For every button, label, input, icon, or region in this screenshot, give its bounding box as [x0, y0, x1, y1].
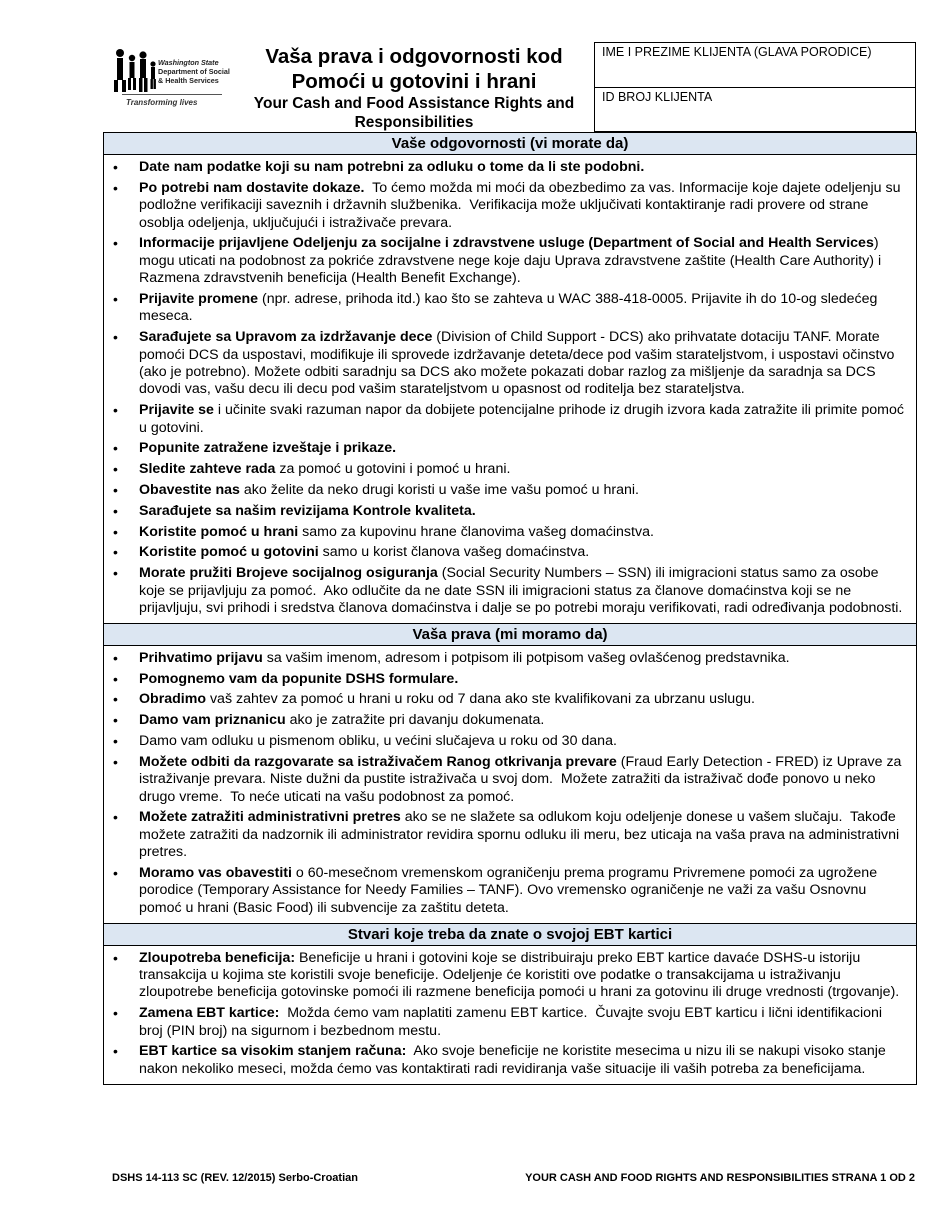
logo-line-2: Department of Social	[158, 67, 230, 76]
item-bold-text: Obradimo	[139, 691, 207, 708]
client-name-label: IME I PREZIME KLIJENTA (GLAVA PORODICE)	[602, 45, 872, 59]
list-item	[104, 733, 916, 750]
item-text: ako je zatražite pri davanju dokumenata.	[285, 712, 545, 729]
list-item	[104, 402, 916, 437]
item-text: samo u korist članova vašeg domaćinstva.	[318, 544, 590, 561]
item-bold-text: Po potrebi nam dostavite dokaze.	[139, 179, 365, 196]
item-text: samo za kupovinu hrane članovima vašeg domaćinstva.	[298, 523, 654, 540]
list-item	[104, 503, 916, 520]
section-heading-responsibilities: Vaše odgovornosti (vi morate da)	[104, 133, 916, 155]
item-bold-text: Morate pružiti Brojeve socijalnog osiguranja	[139, 565, 438, 582]
list-item	[104, 671, 916, 688]
client-id-label: ID BROJ KLIJENTA	[602, 90, 713, 104]
list-item	[104, 712, 916, 729]
client-name-field[interactable]	[595, 43, 915, 87]
list-item	[104, 291, 916, 326]
section-heading-rights: Vaša prava (mi moramo da)	[104, 623, 916, 646]
item-bold-text: Prijavite promene	[139, 291, 259, 308]
item-bold-text: Prihvatimo prijavu	[139, 649, 263, 666]
list-item	[104, 650, 916, 667]
item-bold-text: Obavestite nas	[139, 482, 240, 499]
item-bold-text: Možete odbiti da razgovarate sa istraživačem Ranog otkrivanja prevare	[139, 753, 617, 770]
client-id-field[interactable]	[595, 87, 915, 131]
list-item	[104, 950, 916, 1002]
item-text: (Fraud Early Detection - FRED) iz Uprave za istraživanje prevara. Niste dužni da pustite istraživača u svoj dom. Možete zatražiti da istraživač dođe ponovo u neko drugo vreme. To neće uticati na vašu podobnost za pomoć.	[139, 753, 906, 805]
list-item	[104, 865, 916, 917]
list-item	[104, 440, 916, 457]
item-bold-text: Koristite pomoć u gotovini	[139, 544, 319, 561]
item-bold-text: Sarađujete sa Upravom za izdržavanje dece	[139, 329, 433, 346]
main-table	[103, 132, 917, 1085]
list-item	[104, 565, 916, 617]
item-bold-text: Moramo vas obavestiti	[139, 865, 292, 882]
item-bold-text: Zamena EBT kartice:	[139, 1005, 280, 1022]
item-text: Ako svoje beneficije ne koristite mesecima u nizu ili se nakupi visoko stanje nakon nekoliko meseci, možda ćemo vas kontaktirati radi revidiranja vaše situacije ili vaših potreba za beneficijama.	[139, 1043, 890, 1077]
item-bold-text: Popunite zatražene izveštaje i prikaze.	[139, 440, 397, 457]
item-text: (npr. adrese, prihoda itd.) kao što se zahteva u WAC 388-418-0005. Prijavite ih do 10-og sledećeg meseca.	[139, 291, 882, 325]
form-title	[236, 44, 592, 132]
item-bold-text: Date nam podatke koji su nam potrebni za odluku o tome da li ste podobni.	[139, 159, 645, 175]
list-item	[104, 809, 916, 861]
item-text: vaš zahtev za pomoć u hrani u roku od 7 dana ako ste kvalifikovani za ubrzanu uslugu.	[206, 691, 755, 708]
item-text: i učinite svaki razuman napor da dobijete potencijalne prihode iz drugih izvora kada zatražite ili primite pomoć u gotovini.	[139, 402, 908, 436]
section-heading-ebt: Stvari koje treba da znate o svojoj EBT kartici	[104, 923, 916, 946]
item-text: Beneficije u hrani i gotovini koje se distribuiraju preko EBT kartice davaće DSHS-u istoriju transakcija u kojima ste koristili svoje beneficije. Odeljenje će koristiti ove podatke o transakcijama u istraživanju zloupotrebe beneficija gotovinske pomoći ili razmene beneficija pomoći u hrani za gotovinu ili druge vrednosti (trgovanje).	[139, 949, 900, 1001]
item-bold-text: Pomognemo vam da popunite DSHS formulare.	[139, 670, 459, 687]
list-item	[104, 329, 916, 399]
item-text: o 60-mesečnom vremenskom ograničenju prema programu Privremene pomoći za ugrožene porodice (Temporary Assistance for Needy Families – TANF). Ovo vremensko ograničenje ne važi za vašu Osnovnu pomoć u hrani (Basic Food) ili subvencije za zaštitu deteta.	[139, 865, 882, 916]
list-item	[104, 180, 916, 232]
list-item	[104, 691, 916, 708]
logo-rule	[122, 94, 222, 95]
footer-page-info: YOUR CASH AND FOOD RIGHTS AND RESPONSIBILITIES STRANA 1 OD 2	[525, 1172, 915, 1184]
item-bold-text: Možete zatražiti administrativni pretres	[139, 809, 401, 826]
list-item	[104, 482, 916, 499]
item-text: To ćemo možda mi moći da obezbedimo za vas. Informacije koje dajete odeljenju su podložne verifikaciji saveznih i državnih službenika. Verifikacija može uključivati kontaktiranje radi provere od strane osoblja odeljenja, uključujući i istraživače prevara.	[139, 179, 905, 231]
item-bold-text: Koristite pomoć u hrani	[139, 523, 299, 540]
item-bold-text: EBT kartice sa visokim stanjem računa:	[139, 1043, 407, 1060]
item-bold-text: Prijavite se	[139, 402, 214, 419]
item-text: Možda ćemo vam naplatiti zamenu EBT kartice. Čuvajte svoju EBT karticu i lični identifikacioni broj (PIN broj) na sigurnom i bezbednom mestu.	[139, 1005, 887, 1039]
logo-tagline: Transforming lives	[126, 98, 198, 107]
family-figures-icon	[112, 46, 158, 94]
dshs-logo	[112, 44, 230, 110]
item-bold-text: Sledite zahteve rada	[139, 461, 276, 478]
client-info-box	[594, 42, 916, 132]
rights-list	[104, 646, 916, 923]
list-item	[104, 754, 916, 806]
item-text: za pomoć u gotovini i pomoć u hrani.	[275, 461, 511, 478]
logo-line-3: & Health Services	[158, 76, 219, 85]
title-english: Your Cash and Food Assistance Rights and Responsibilities	[253, 95, 575, 131]
list-item	[104, 159, 916, 176]
item-text: ako želite da neko drugi koristi u vaše ime vašu pomoć u hrani.	[239, 482, 639, 499]
item-bold-text: Damo vam priznanicu	[139, 712, 286, 729]
item-bold-text: Informacije prijavljene Odeljenju za socijalne i zdravstvene usluge (Department of Social and Health Services	[139, 235, 874, 252]
responsibilities-list	[104, 155, 916, 623]
list-item	[104, 235, 916, 287]
item-text: Damo vam odluku u pismenom obliku, u većini slučajeva u roku od 30 dana.	[139, 733, 617, 750]
item-text: (Social Security Numbers – SSN) ili imigracioni status samo za osobe koje se prijavljuju za pomoć. Ako odlučite da ne date SSN ili imigracioni status za članove domaćinstva koji se ne prijavljuju, svi prihodi i sredstva članova domaćinstva i dalje se po potrebi moraju verifikovati, radi određivanja podobnosti.	[139, 565, 903, 617]
item-text: ako se ne slažete sa odlukom koju odeljenje donese u vašem slučaju. Takođe možete zatražiti da nadzornik ili administrator revidira spornu odluku ili meru, bez uticaja na vaša prava na administrativni pretres.	[139, 809, 904, 861]
title-serbian: Vaša prava i odgovornosti kod Pomoći u gotovini i hrani	[265, 45, 563, 93]
item-bold-text: Sarađujete sa našim revizijama Kontrole kvaliteta.	[139, 502, 476, 519]
item-text: (Division of Child Support - DCS) ako prihvatate dotaciju TANF. Morate pomoći DCS da uspostavi, modifikuje ili sprovede izdržavanje deteta/dece pod vašim starateljstvom, i uspostavi očinstvo (ako je potrebno). Možete odbiti saradnju sa DCS ako možete pokazati dobar razlog za mišljenje da saradnja sa DCS dovodi vas, vašu decu ili decu pod vašim starateljstvom u opasnost od roditelja bez starateljstva.	[139, 329, 899, 398]
list-item	[104, 544, 916, 561]
item-text: ) mogu uticati na podobnost za pokriće zdravstvene nege koje daju Uprava zdravstvene zaštite (Health Care Authority) i Razmena zdravstvenih beneficija (Health Benefit Exchange).	[139, 235, 886, 287]
list-item	[104, 1005, 916, 1040]
logo-line-1: Washington State	[158, 58, 219, 67]
list-item	[104, 524, 916, 541]
ebt-list	[104, 946, 916, 1084]
list-item	[104, 1043, 916, 1078]
footer-form-number: DSHS 14-113 SC (REV. 12/2015) Serbo-Croatian	[112, 1172, 358, 1184]
item-bold-text: Zloupotreba beneficija:	[139, 949, 296, 966]
list-item	[104, 461, 916, 478]
item-text: sa vašim imenom, adresom i potpisom ili potpisom vašeg ovlašćenog predstavnika.	[262, 649, 790, 666]
